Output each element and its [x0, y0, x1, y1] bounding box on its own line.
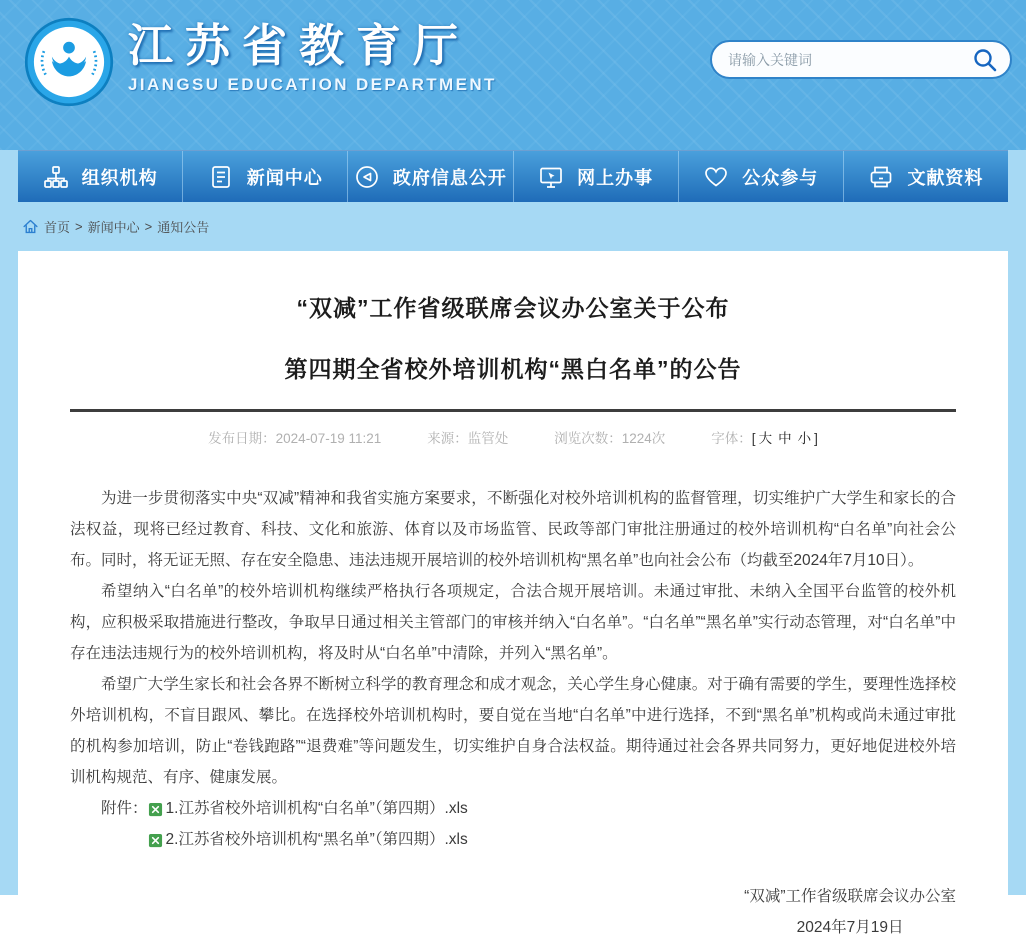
signature-org: “双减”工作省级联席会议办公室: [744, 888, 956, 905]
nav-label: 政府信息公开: [392, 167, 507, 188]
publish-date-label: 发布日期：: [208, 431, 276, 446]
source-value: 监管处: [467, 431, 509, 446]
font-size-large-button[interactable]: 大: [758, 431, 773, 446]
search-icon: [972, 47, 998, 73]
meta-source: [427, 427, 508, 447]
breadcrumb: [0, 202, 1026, 251]
font-bracket-close: ]: [814, 431, 818, 446]
brand-block: [128, 20, 497, 95]
search-input[interactable]: [728, 52, 972, 68]
attachment-link-blacklist[interactable]: 2.江苏省校外培训机构“黑名单”（第四期）.xls: [165, 831, 468, 848]
views-value: 1224次: [621, 431, 666, 446]
meta-publish-date: [208, 427, 381, 447]
breadcrumb-separator: >: [75, 219, 83, 234]
breadcrumb-news-center[interactable]: 新闻中心: [87, 220, 140, 235]
site-title: 江苏省教育厅: [128, 20, 471, 71]
publish-date-value: 2024-07-19 11:21: [275, 431, 382, 446]
online-service-icon: [538, 164, 564, 190]
paragraph-3: 希望广大学生家长和社会各界不断树立科学的教育理念和成才观念，关心学生身心健康。对于确有需要的学生，要理性选择校外培训机构，不盲目跟风、攀比。在选择校外培训机构时，要自觉在当地“白名单”中进行选择，不到“黑名单”机构或尚未通过审批的机构参加培训，防止“卷钱跑路”“退费难”等问题发生，切实维护自身合法权益。期待通过社会各界共同努力，更好地促进校外培训机构规范、有序、健康发展。: [70, 676, 956, 786]
title-divider: [70, 409, 956, 412]
breadcrumb-home[interactable]: 首页: [44, 220, 71, 235]
logo-emblem-icon: [24, 17, 114, 107]
attachment-row-2: [70, 824, 956, 855]
attachment-row-1: [70, 793, 956, 824]
source-label: 来源：: [427, 431, 468, 446]
info-disclosure-icon: [354, 164, 380, 190]
views-label: 浏览次数：: [554, 431, 622, 446]
nav-item-news-center[interactable]: [183, 151, 348, 202]
article-title-line2: 第四期全省校外培训机构“黑白名单”的公告: [284, 356, 742, 382]
font-size-small-button[interactable]: 小: [797, 431, 812, 446]
article-body: [70, 483, 956, 943]
nav-label: 组织机构: [81, 167, 158, 188]
search-button[interactable]: [972, 47, 998, 73]
xls-file-icon: [148, 802, 163, 817]
nav-label: 公众参与: [742, 167, 819, 188]
paragraph-1: 为进一步贯彻落实中央“双减”精神和我省实施方案要求，不断强化对校外培训机构的监督管理，切实维护广大学生和家长的合法权益，现将已经过教育、科技、文化和旅游、体育以及市场监管、民政等部门审批注册通过的校外培训机构“白名单”向社会公布。同时，将无证无照、存在安全隐患、违法违规开展培训的校外培训机构“黑名单”也向社会公布（均截至2024年7月10日）。: [70, 490, 956, 569]
attachments-label: 附件：: [101, 800, 148, 817]
breadcrumb-separator: >: [144, 219, 153, 234]
font-bracket-open: [: [751, 431, 756, 446]
article-meta: [70, 427, 956, 447]
org-chart-icon: [43, 164, 69, 190]
font-size-medium-button[interactable]: 中: [778, 431, 792, 446]
archive-icon: [868, 164, 894, 190]
signature-date: 2024年7月19日: [796, 919, 904, 936]
nav-item-public-participation[interactable]: [679, 151, 844, 202]
news-document-icon: [208, 164, 234, 190]
nav-label: 网上办事: [577, 167, 654, 188]
nav-item-gov-info-disclosure[interactable]: [348, 151, 513, 202]
main-nav: [18, 150, 1008, 202]
nav-item-online-services[interactable]: [514, 151, 679, 202]
site-subtitle: JIANGSU EDUCATION DEPARTMENT: [128, 75, 497, 94]
nav-label: 新闻中心: [246, 167, 323, 188]
meta-font-sizer: [711, 427, 818, 447]
department-logo: [24, 17, 114, 107]
nav-item-organization[interactable]: [18, 151, 183, 202]
heart-icon: [703, 164, 729, 190]
search-box: [710, 40, 1012, 79]
nav-label: 文献资料: [907, 167, 984, 188]
site-header: [0, 0, 1026, 150]
signature-block: [744, 881, 956, 943]
home-icon: [22, 218, 39, 235]
font-label: 字体：: [711, 431, 752, 446]
paragraph-2: 希望纳入“白名单”的校外培训机构继续严格执行各项规定，合法合规开展培训。未通过审批、未纳入全国平台监管的校外机构，应积极采取措施进行整改，争取早日通过相关主管部门的审核并纳入“白名单”。“白名单”“黑名单”实行动态管理，对“白名单”中存在违法违规行为的校外培训机构，将及时从“白名单”中清除，并列入“黑名单”。: [70, 583, 956, 662]
xls-file-icon: [148, 833, 163, 848]
nav-item-documents[interactable]: [844, 151, 1008, 202]
attachment-link-whitelist[interactable]: 1.江苏省校外培训机构“白名单”（第四期）.xls: [165, 800, 468, 817]
breadcrumb-notices[interactable]: 通知公告: [157, 220, 210, 235]
meta-views: [554, 427, 665, 447]
article-title-line1: “双减”工作省级联席会议办公室关于公布: [296, 295, 730, 321]
article-panel: [18, 251, 1008, 943]
